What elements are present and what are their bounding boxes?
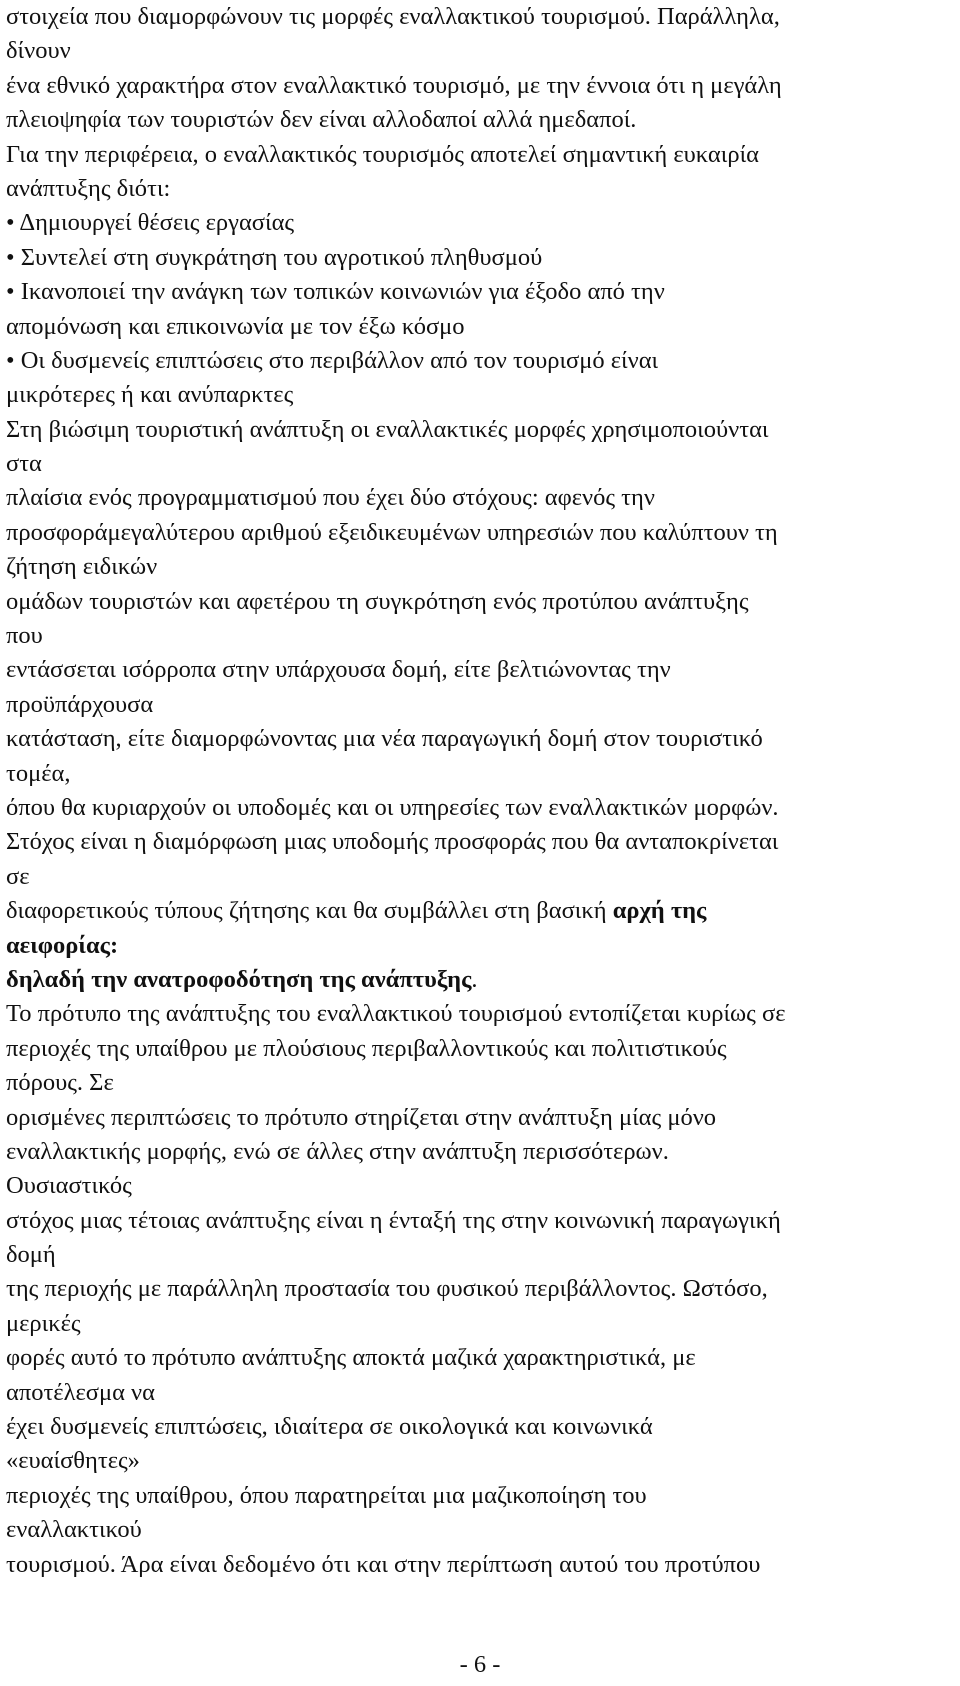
text-line-mixed (6, 894, 956, 928)
text-line: Ουσιαστικός (6, 1172, 132, 1200)
text-line: έχει δυσμενείς επιπτώσεις, ιδιαίτερα σε οικολογικά και κοινωνικά (6, 1413, 653, 1441)
text-line: περιοχές της υπαίθρου με πλούσιους περιβαλλοντικούς και πολιτιστικούς (6, 1034, 727, 1062)
text-line: όπου θα κυριαρχούν οι υποδομές και οι υπηρεσίες των εναλλακτικών μορφών. (6, 793, 779, 821)
text-line: στοιχεία που διαμορφώνουν τις μορφές εναλλακτικού τουρισμού. Παράλληλα, (6, 3, 780, 30)
bullet-item: • Οι δυσμενείς επιπτώσεις στο περιβάλλον από τον τουρισμό είναι (6, 346, 659, 374)
bold-text: αρχή της (612, 897, 707, 925)
text-line: πλαίσια ενός προγραμματισμού που έχει δύο στόχους: αφενός την (6, 484, 655, 512)
text-line: πλειοψηφία των τουριστών δεν είναι αλλοδαποί αλλά ημεδαποί. (6, 106, 637, 134)
body-text (6, 0, 956, 1582)
text-line: τομέα, (6, 759, 71, 787)
text-line: δομή (6, 1241, 56, 1269)
text-line: εναλλακτικής μορφής, ενώ σε άλλες στην ανάπτυξη περισσότερων. (6, 1137, 669, 1165)
text-line: ορισμένες περιπτώσεις το πρότυπο στηρίζεται στην ανάπτυξη μίας μόνο (6, 1103, 717, 1131)
text-line: εντάσσεται ισόρροπα στην υπάρχουσα δομή, είτε βελτιώνοντας την (6, 656, 671, 684)
text-line: πόρους. Σε (6, 1069, 114, 1097)
bold-text-line: αειφορίας: (6, 931, 119, 959)
text-segment: . (471, 965, 478, 993)
text-line: στα (6, 450, 42, 478)
text-line: Το πρότυπο της ανάπτυξης του εναλλακτικού τουρισμού εντοπίζεται κυρίως σε (6, 1000, 786, 1028)
text-line: ανάπτυξης διότι: (6, 174, 171, 202)
text-line: τουρισμού. Άρα είναι δεδομένο ότι και στην περίπτωση αυτού του προτύπου (6, 1550, 761, 1578)
text-line: εναλλακτικού (6, 1516, 142, 1544)
text-line: ζήτηση ειδικών (6, 553, 158, 581)
text-segment: διαφορετικούς τύπους ζήτησης και θα συμβάλλει στη βασική (6, 897, 613, 925)
text-line: στόχος μιας τέτοιας ανάπτυξης είναι η ένταξή της στην κοινωνική παραγωγική (6, 1206, 781, 1234)
text-line: της περιοχής με παράλληλη προστασία του φυσικού περιβάλλοντος. Ωστόσο, (6, 1275, 768, 1303)
text-line-mixed (6, 963, 956, 997)
text-line: μερικές (6, 1309, 81, 1337)
bullet-item: • Δημιουργεί θέσεις εργασίας (6, 209, 295, 237)
text-line: κατάσταση, είτε διαμορφώνοντας μια νέα παραγωγική δομή στον τουριστικό (6, 725, 763, 753)
text-line: που (6, 622, 43, 650)
text-line: προϋπάρχουσα (6, 690, 154, 718)
page-number (0, 1650, 960, 1680)
text-line: Στη βιώσιμη τουριστική ανάπτυξη οι εναλλακτικές μορφές χρησιμοποιούνται (6, 415, 769, 443)
text-line: προσφοράμεγαλύτερου αριθμού εξειδικευμένων υπηρεσιών που καλύπτουν τη (6, 518, 778, 546)
bold-text: δηλαδή την ανατροφοδότηση της ανάπτυξης (6, 965, 472, 993)
text-line: Στόχος είναι η διαμόρφωση μιας υποδομής προσφοράς που θα ανταποκρίνεται (6, 828, 779, 856)
text-line: Για την περιφέρεια, ο εναλλακτικός τουρισμός αποτελεί σημαντική ευκαιρία (6, 140, 760, 168)
page-number-text: - 6 - (459, 1651, 501, 1678)
text-line: δίνουν (6, 37, 71, 65)
bullet-item: • Ικανοποιεί την ανάγκη των τοπικών κοινωνιών για έξοδο από την (6, 278, 665, 306)
text-line: ομάδων τουριστών και αφετέρου τη συγκρότηση ενός προτύπου ανάπτυξης (6, 587, 749, 615)
text-line: αποτέλεσμα να (6, 1378, 155, 1406)
text-line: μικρότερες ή και ανύπαρκτες (6, 381, 294, 409)
text-line: σε (6, 862, 30, 890)
text-line: «ευαίσθητες» (6, 1447, 140, 1475)
text-line: φορές αυτό το πρότυπο ανάπτυξης αποκτά μαζικά χαρακτηριστικά, με (6, 1344, 696, 1372)
text-line: απομόνωση και επικοινωνία με τον έξω κόσμο (6, 312, 465, 340)
text-line: περιοχές της υπαίθρου, όπου παρατηρείται μια μαζικοποίηση του (6, 1481, 647, 1509)
bullet-item: • Συντελεί στη συγκράτηση του αγροτικού πληθυσμού (6, 243, 543, 271)
text-line: ένα εθνικό χαρακτήρα στον εναλλακτικό τουρισμό, με την έννοια ότι η μεγάλη (6, 71, 782, 99)
